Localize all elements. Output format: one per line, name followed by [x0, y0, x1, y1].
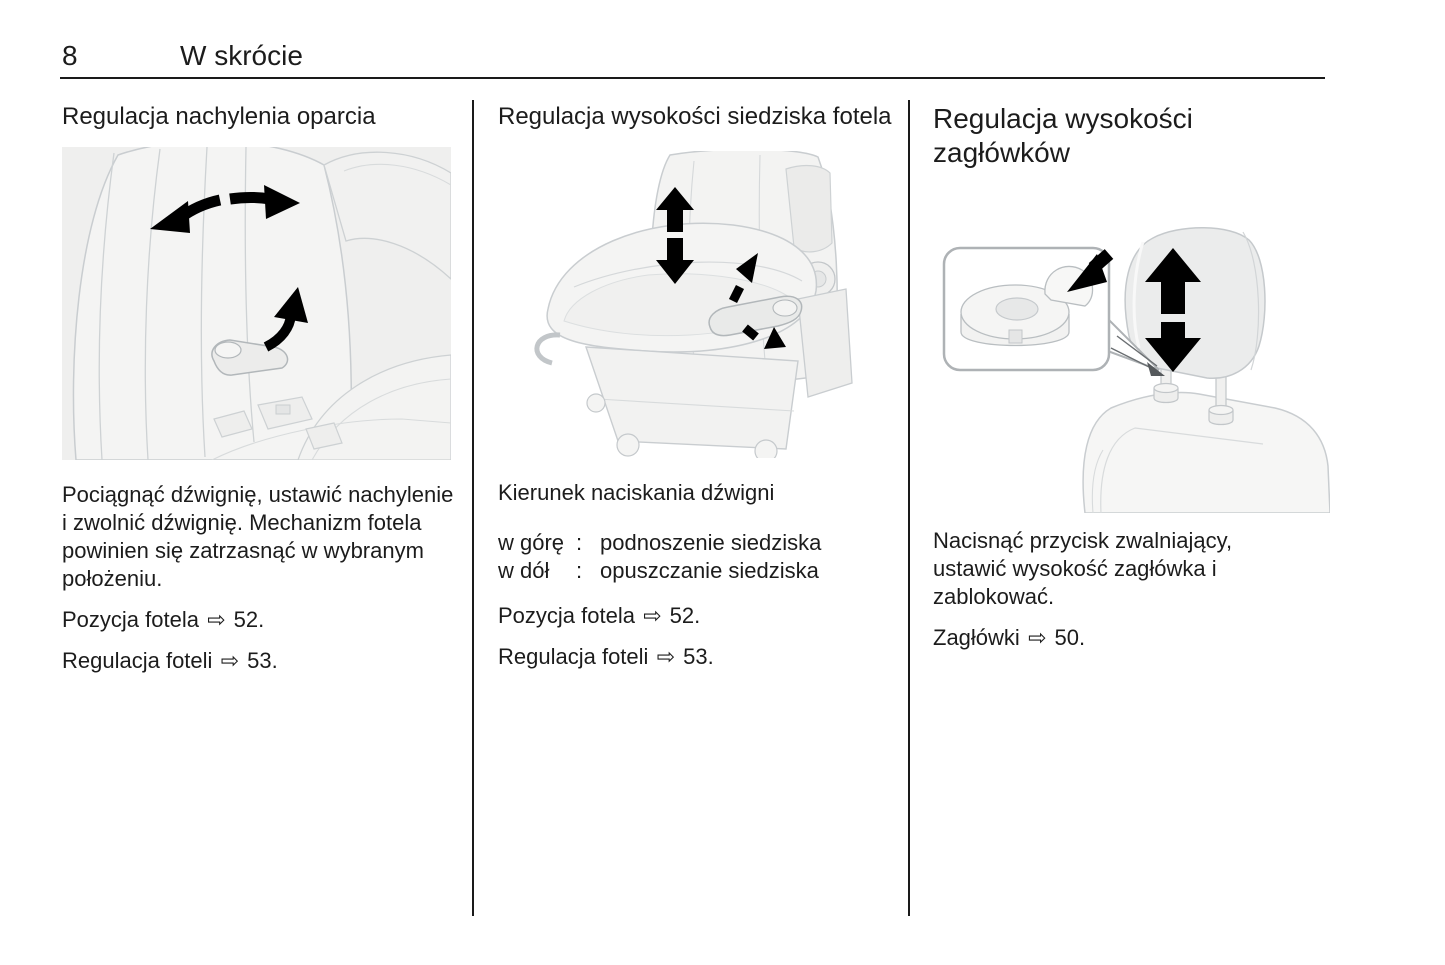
direction-row-down	[498, 557, 892, 585]
page-ref-arrow-icon: ⇨	[220, 648, 239, 673]
page-reference	[933, 624, 1333, 652]
direction-description: opuszczanie siedziska	[600, 558, 819, 583]
reference-page: 53.	[247, 648, 278, 673]
section-heading: Regulacja wysokości siedziska fotela	[498, 103, 892, 130]
post-guide-sleeve	[1154, 384, 1178, 403]
page-number: 8	[62, 40, 78, 71]
seat-backrest-illustration	[62, 147, 451, 460]
direction-term: w dół	[498, 558, 550, 583]
section-backrest-recline	[62, 100, 455, 675]
page-reference	[498, 643, 892, 671]
reference-label: Zagłówki	[933, 625, 1020, 650]
header-rule	[60, 77, 1325, 79]
direction-term: w górę	[498, 530, 565, 555]
reference-label: Regulacja foteli	[498, 644, 649, 669]
section-heading: Regulacja wysokości zagłówków	[933, 103, 1193, 168]
page-reference	[62, 647, 455, 675]
reference-page: 52.	[233, 607, 265, 632]
instruction-text: Nacisnąć przycisk zwalniający, ustawić wysokość zagłówka i zablokować.	[933, 528, 1233, 609]
direction-row-up	[498, 529, 892, 557]
section-heading: Regulacja nachylenia oparcia	[62, 103, 376, 130]
page-ref-arrow-icon: ⇨	[207, 607, 226, 632]
page-ref-arrow-icon: ⇨	[656, 644, 675, 669]
column-divider-2	[908, 100, 910, 916]
page-ref-arrow-icon: ⇨	[643, 603, 662, 628]
reference-label: Pozycja fotela	[62, 607, 199, 632]
headrest-illustration	[933, 198, 1330, 513]
page-reference	[498, 602, 892, 630]
column-divider-1	[472, 100, 474, 916]
illustration-headrest-height	[933, 198, 1333, 513]
section-seat-height	[498, 100, 892, 671]
page-reference	[62, 606, 455, 634]
reference-page: 52.	[669, 603, 701, 628]
post-guide-sleeve	[1209, 406, 1233, 425]
chapter-title: W skrócie	[180, 40, 303, 71]
reference-label: Pozycja fotela	[498, 603, 635, 628]
direction-colon: :	[576, 558, 583, 583]
illustration-seat-height	[498, 151, 892, 458]
direction-heading: Kierunek naciskania dźwigni	[498, 480, 775, 505]
section-headrest-height	[933, 100, 1333, 652]
page-ref-arrow-icon: ⇨	[1027, 625, 1047, 650]
reference-page: 50.	[1054, 625, 1086, 650]
direction-table	[498, 529, 892, 585]
direction-description: podnoszenie siedziska	[600, 530, 822, 555]
direction-colon: :	[576, 530, 583, 555]
illustration-backrest-recline	[62, 147, 455, 460]
seat-illustration	[498, 151, 892, 458]
reference-page: 53.	[683, 644, 714, 669]
instruction-text: Pociągnąć dźwignię, ustawić nachylenie i zwolnić dźwignię. Mechanizm fotela powinien się zatrzasnąć w wybranym położeniu.	[62, 482, 454, 591]
reference-label: Regulacja foteli	[62, 648, 213, 673]
